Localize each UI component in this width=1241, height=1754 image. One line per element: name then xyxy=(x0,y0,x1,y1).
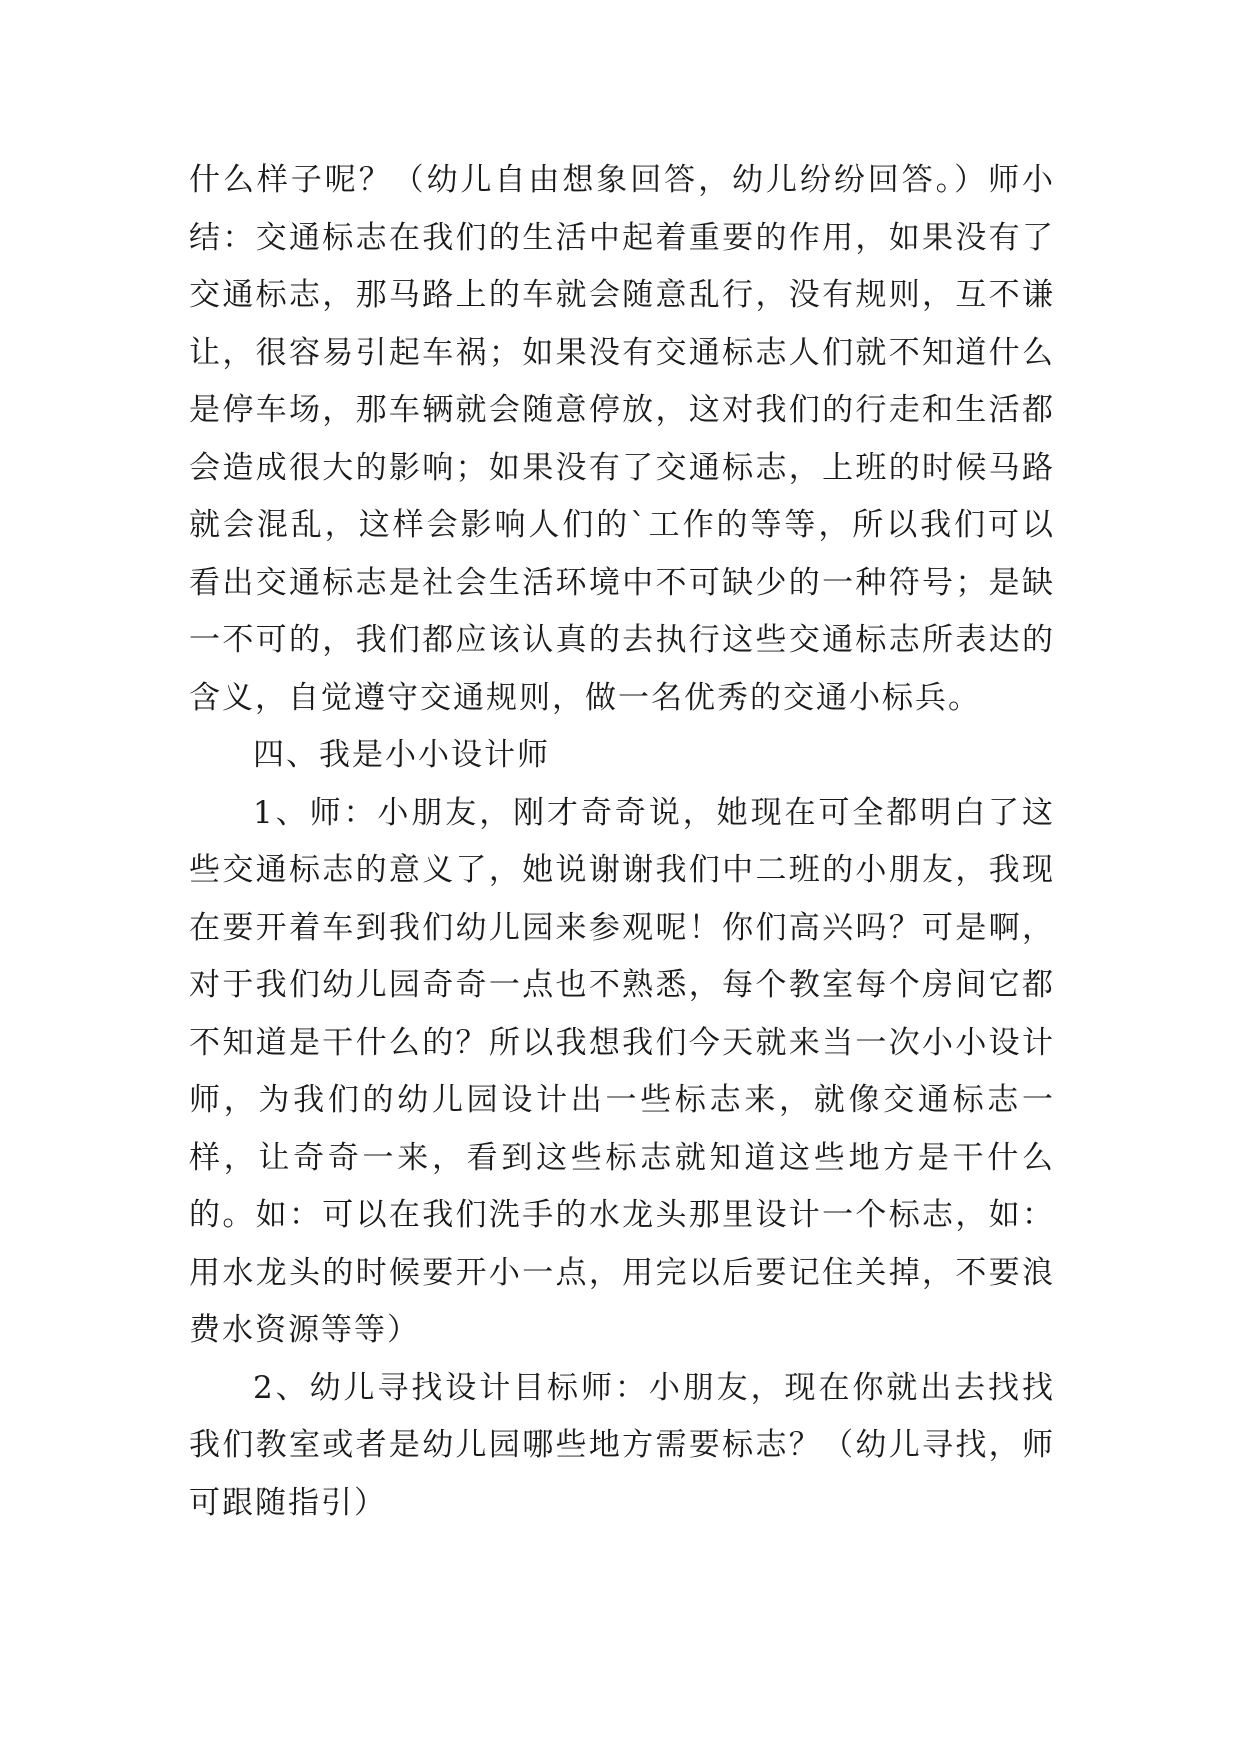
paragraph-step-2: 2、幼儿寻找设计目标师：小朋友，现在你就出去找找我们教室或者是幼儿园哪些地方需要标志？（幼儿寻找，师可跟随指引） xyxy=(189,1369,1055,1521)
section-heading-little-designer: 四、我是小小设计师 xyxy=(253,737,550,773)
paragraph-traffic-sign-summary: 什么样子呢？（幼儿自由想象回答，幼儿纷纷回答。）师小结：交通标志在我们的生活中起着重要的作用，如果没有了交通标志，那马路上的车就会随意乱行，没有规则，互不谦让，很容易引起车祸；如果没有交通标志人们就不知道什么是停车场，那车辆就会随意停放，这对我们的行走和生活都会造成很大的影响；如果没有了交通标志，上班的时候马路就会混乱，这样会影响人们的`工作的等等，所以我们可以看出交通标志是社会生活环境中不可缺少的一种符号；是缺一不可的，我们都应该认真的去执行这些交通标志所表达的含义，自觉遵守交通规则，做一名优秀的交通小标兵。 xyxy=(189,162,1055,716)
document-body xyxy=(189,152,1055,1532)
paragraph-step-1: 1、师：小朋友，刚才奇奇说，她现在可全都明白了这些交通标志的意义了，她说谢谢我们中二班的小朋友，我现在要开着车到我们幼儿园来参观呢！你们高兴吗？可是啊，对于我们幼儿园奇奇一点也不熟悉，每个教室每个房间它都不知道是干什么的？所以我想我们今天就来当一次小小设计师，为我们的幼儿园设计出一些标志来，就像交通标志一样，让奇奇一来，看到这些标志就知道这些地方是干什么的。如：可以在我们洗手的水龙头那里设计一个标志，如：用水龙头的时候要开小一点，用完以后要记住关掉，不要浪费水资源等等） xyxy=(189,794,1055,1348)
